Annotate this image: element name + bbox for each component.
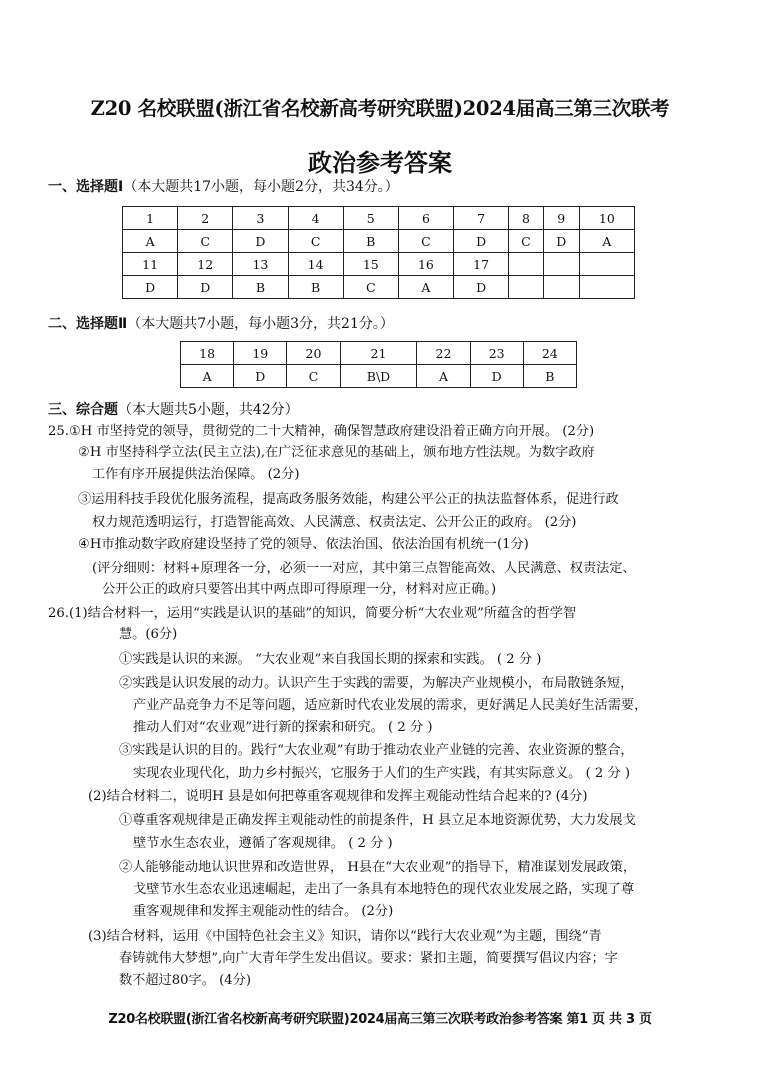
table-cell: 11 bbox=[123, 253, 178, 276]
table-cell: 6 bbox=[398, 207, 453, 230]
table-cell: A bbox=[123, 230, 178, 253]
answer-26-1-point-2-cont: 推动人们对“农业观”进行新的探索和研究。 ( 2 分 ) bbox=[133, 720, 433, 735]
section-3-label: 三、综合题 bbox=[48, 402, 118, 418]
page-footer: Z20名校联盟(浙江省名校新高考研究联盟)2024届高三第三次联考政治参考答案 第1 页 共 3 页 bbox=[108, 1012, 652, 1027]
table-cell: A bbox=[181, 365, 234, 388]
answer-26-1-point-3-cont: 实现农业现代化，助力乡村振兴，它服务于人们的生产实践，有其实际意义。 ( 2 分 ) bbox=[133, 766, 631, 781]
table-cell: C bbox=[343, 276, 398, 299]
answer-26-2-point-2-cont: 戈壁节水生态农业迅速崛起，走出了一条具有本地特色的现代农业发展之路，实现了尊 bbox=[133, 882, 635, 897]
table-cell: A bbox=[417, 365, 470, 388]
table-row bbox=[123, 207, 635, 230]
table-cell: B bbox=[343, 230, 398, 253]
table-cell: 18 bbox=[181, 342, 234, 365]
section-2-note: （本大题共7小题，每小题3分，共21分。） bbox=[127, 316, 394, 332]
answer-26-2-point-2-cont: 重客观规律和发挥主观能动性的结合。 (2分) bbox=[133, 904, 394, 919]
question-26-3-cont: 春铸就伟大梦想”,向广大青年学生发出倡议。要求：紧扣主题，简要撰写倡议内容；字 bbox=[119, 951, 618, 966]
table-cell: A bbox=[398, 276, 453, 299]
answer-25-point-1: 25.①H 市坚持党的领导，贯彻党的二十大精神，确保智慧政府建设沿着正确方向开展。 (2分) bbox=[48, 424, 595, 439]
table-cell: 12 bbox=[178, 253, 233, 276]
question-26-1-cont: 慧。(6分) bbox=[119, 627, 178, 642]
table-cell: D bbox=[454, 230, 509, 253]
answer-table-2 bbox=[180, 341, 577, 388]
table-cell bbox=[579, 276, 634, 299]
table-cell bbox=[509, 276, 544, 299]
answer-table-1 bbox=[122, 206, 635, 299]
answer-25-point-2: ②H 市坚持科学立法(民主立法),在广泛征求意见的基础上，颁布地方性法规。为数字政府 bbox=[78, 445, 595, 460]
table-cell bbox=[543, 276, 579, 299]
table-cell bbox=[509, 253, 544, 276]
answer-26-1-point-2-cont: 产业产品竞争力不足等问题，适应新时代农业发展的需求，更好满足人民美好生活需要， bbox=[133, 698, 648, 713]
table-cell: B bbox=[523, 365, 576, 388]
answer-26-1-point-3: ③实践是认识的目的。践行“大农业观”有助于推动农业产业链的完善、农业资源的整合， bbox=[119, 743, 634, 758]
table-cell: C bbox=[288, 230, 343, 253]
table-cell: 13 bbox=[233, 253, 288, 276]
table-cell: 17 bbox=[454, 253, 509, 276]
table-cell: 5 bbox=[343, 207, 398, 230]
table-cell: 19 bbox=[234, 342, 287, 365]
table-cell: C bbox=[287, 365, 340, 388]
table-cell: D bbox=[123, 276, 178, 299]
table-cell: D bbox=[543, 230, 579, 253]
table-cell: 16 bbox=[398, 253, 453, 276]
table-cell: D bbox=[234, 365, 287, 388]
table-cell: B bbox=[233, 276, 288, 299]
document-subtitle: 政治参考答案 bbox=[308, 148, 452, 177]
section-2-label: 二、选择题Ⅱ bbox=[48, 316, 128, 332]
table-cell: C bbox=[398, 230, 453, 253]
table-cell: D bbox=[470, 365, 523, 388]
answer-26-2-point-1-cont: 壁节水生态农业，遵循了客观规律。 ( 2 分 ) bbox=[133, 836, 393, 851]
question-26-3-cont: 数不超过80字。 (4分) bbox=[119, 973, 251, 988]
document-title: Z20 名校联盟(浙江省名校新高考研究联盟)2024届高三第三次联考 bbox=[90, 97, 670, 120]
table-row bbox=[181, 365, 577, 388]
scoring-note-cont: 公开公正的政府只要答出其中两点即可得原理一分，材料对应正确。) bbox=[102, 582, 497, 597]
answer-26-2-point-1: ①尊重客观规律是正确发挥主观能动性的前提条件，H 县立足本地资源优势，大力发展戈 bbox=[119, 813, 636, 828]
table-cell: B bbox=[288, 276, 343, 299]
table-cell: 21 bbox=[340, 342, 417, 365]
section-1-note: （本大题共17小题，每小题2分，共34分。） bbox=[123, 179, 399, 195]
answer-26-1-point-1: ①实践是认识的来源。 “大农业观”来自我国长期的探索和实践。 ( 2 分 ) bbox=[119, 652, 542, 667]
table-cell: 8 bbox=[509, 207, 544, 230]
table-cell bbox=[543, 253, 579, 276]
table-cell: 4 bbox=[288, 207, 343, 230]
answer-25-point-3: ③运用科技手段优化服务流程，提高政务服务效能，构建公平公正的执法监督体系，促进行政 bbox=[78, 492, 619, 507]
table-row bbox=[123, 253, 635, 276]
table-cell: A bbox=[579, 230, 634, 253]
table-cell: D bbox=[233, 230, 288, 253]
table-cell: 15 bbox=[343, 253, 398, 276]
table-cell: 14 bbox=[288, 253, 343, 276]
answer-25-point-2-cont: 工作有序开展提供法治保障。 (2分) bbox=[92, 467, 300, 482]
table-cell: 1 bbox=[123, 207, 178, 230]
section-1-heading bbox=[48, 176, 399, 196]
table-cell: 3 bbox=[233, 207, 288, 230]
table-row bbox=[181, 342, 577, 365]
scoring-note: (评分细则：材料+原理各一分，必须一一对应，其中第三点智能高效、人民满意、权责法定、 bbox=[92, 561, 636, 576]
question-26-3: (3)结合材料，运用《中国特色社会主义》知识，请你以“践行大农业观”为主题，围绕“青 bbox=[88, 929, 602, 944]
table-cell: 2 bbox=[178, 207, 233, 230]
table-cell: 24 bbox=[523, 342, 576, 365]
table-cell: C bbox=[178, 230, 233, 253]
table-cell: 10 bbox=[579, 207, 634, 230]
section-2-heading bbox=[48, 313, 394, 333]
answer-26-2-point-2: ②人能够能动地认识世界和改造世界， H县在“大农业观”的指导下，精准谋划发展政策， bbox=[119, 860, 637, 875]
table-cell: D bbox=[178, 276, 233, 299]
table-cell: D bbox=[454, 276, 509, 299]
answer-26-1-point-2: ②实践是认识发展的动力。认识产生于实践的需要，为解决产业规模小，布局散链条短， bbox=[119, 676, 634, 691]
table-cell: 9 bbox=[543, 207, 579, 230]
question-26-2: (2)结合材料二，说明H 县是如何把尊重客观规律和发挥主观能动性结合起来的? (4分) bbox=[88, 789, 588, 804]
section-3-heading bbox=[48, 399, 299, 419]
table-cell: C bbox=[509, 230, 544, 253]
answer-25-point-3-cont: 权力规范透明运行，打造智能高效、人民满意、权责法定、公开公正的政府。 (2分) bbox=[92, 515, 577, 530]
question-26-1: 26.(1)结合材料一，运用“实践是认识的基础”的知识，简要分析“大农业观”所蕴含的哲学智 bbox=[48, 606, 577, 621]
section-1-label: 一、选择题Ⅰ bbox=[48, 179, 124, 195]
table-cell: 20 bbox=[287, 342, 340, 365]
table-cell bbox=[579, 253, 634, 276]
table-row bbox=[123, 230, 635, 253]
table-cell: 22 bbox=[417, 342, 470, 365]
table-row bbox=[123, 276, 635, 299]
answer-25-point-4: ④H市推动数字政府建设坚持了党的领导、依法治国、依法治国有机统一(1分) bbox=[78, 537, 529, 552]
table-cell: 7 bbox=[454, 207, 509, 230]
table-cell: B\D bbox=[340, 365, 417, 388]
table-cell: 23 bbox=[470, 342, 523, 365]
section-3-note: （本大题共5小题，共42分） bbox=[118, 402, 299, 418]
